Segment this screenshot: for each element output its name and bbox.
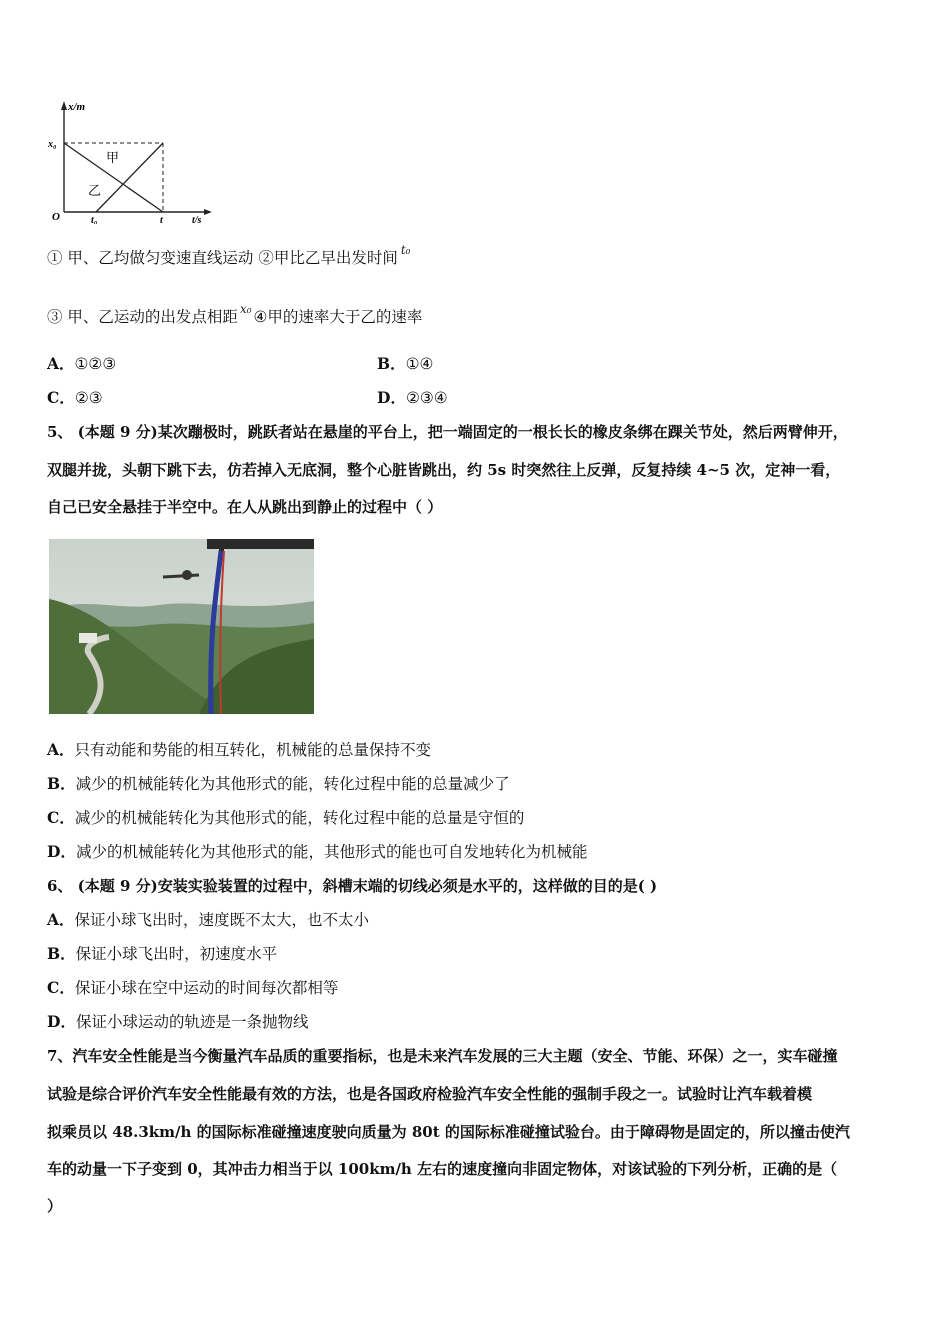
t0-symbol: t₀ (400, 243, 411, 257)
q5-stem-line-1: 5、 (本题 9 分)某次蹦极时，跳跃者站在悬崖的平台上，把一端固定的一根长长的橡皮条绑在踝关节处，然后两臂伸开， (47, 423, 848, 441)
q4-option-a[interactable]: A．①②③ (47, 354, 117, 373)
y-tick-x0: x₀ (48, 139, 57, 150)
q4-statement-line-1 (47, 243, 411, 269)
x-tick-t: t (160, 215, 163, 224)
q7-stem-line-3: 拟乘员以 48.3km/h 的国际标准碰撞速度驶向质量为 80t 的国际标准碰撞试验台。由于障碍物是固定的，所以撞击使汽 (47, 1123, 850, 1141)
q4-statement-text-2a: ③ 甲、乙运动的出发点相距 (47, 308, 238, 326)
q7-stem-line-1: 7、汽车安全性能是当今衡量汽车品质的重要指标，也是未来汽车发展的三大主题（安全、节能、环保）之一，实车碰撞 (47, 1047, 838, 1065)
y-axis-arrow (61, 101, 67, 110)
q4-statement-line-2 (47, 302, 423, 328)
q6-option-a[interactable]: A．保证小球飞出时，速度既不太大，也不太小 (47, 910, 370, 929)
q4-option-b[interactable]: B．①④ (377, 354, 434, 373)
q5-option-a[interactable]: A．只有动能和势能的相互转化，机械能的总量保持不变 (47, 740, 432, 759)
q5-stem-line-3: 自己已安全悬挂于半空中。在人从跳出到静止的过程中（ ） (47, 498, 443, 516)
q5-option-c[interactable]: C．减少的机械能转化为其他形式的能，转化过程中能的总量是守恒的 (47, 808, 525, 827)
x-axis-label: t/s (192, 215, 202, 224)
q6-option-b[interactable]: B．保证小球飞出时，初速度水平 (47, 944, 278, 963)
q5-option-d[interactable]: D．减少的机械能转化为其他形式的能，其他形式的能也可自发地转化为机械能 (47, 842, 588, 861)
xt-graph (44, 96, 219, 224)
x-axis-arrow (204, 209, 212, 215)
q7-stem-line-4: 车的动量一下子变到 0，其冲击力相当于以 100km/h 左右的速度撞向非固定物体，对该试验的下列分析，正确的是（ (47, 1160, 838, 1178)
y-axis-label: x/m (68, 101, 86, 113)
x0-symbol: x₀ (239, 302, 252, 316)
q4-option-d[interactable]: D．②③④ (377, 388, 448, 407)
q6-stem: 6、 (本题 9 分)安装实验装置的过程中，斜槽末端的切线必须是水平的，这样做的目的是( ) (47, 877, 658, 895)
bungee-photo-drawing (49, 539, 314, 714)
line-jia-label: 甲 (106, 151, 120, 166)
x-tick-t0: t₀ (91, 215, 98, 224)
q4-option-c[interactable]: C．②③ (47, 388, 103, 407)
q4-statement-text-2b: ④甲的速率大于乙的速率 (253, 308, 423, 326)
bungee-jump-photo (49, 539, 314, 714)
line-yi-label: 乙 (88, 184, 102, 199)
q5-stem-line-2: 双腿并拢，头朝下跳下去，仿若掉入无底洞，整个心脏皆跳出，约 5s 时突然往上反弹，反复持续 4~5 次，定神一看， (47, 461, 841, 479)
origin-label: O (52, 211, 60, 223)
q7-stem-line-5: ） (47, 1197, 63, 1215)
q7-stem-line-2: 试验是综合评价汽车安全性能最有效的方法，也是各国政府检验汽车安全性能的强制手段之一。试验时让汽车载着模 (47, 1085, 813, 1103)
q6-option-d[interactable]: D．保证小球运动的轨迹是一条抛物线 (47, 1012, 309, 1031)
q6-option-c[interactable]: C．保证小球在空中运动的时间每次都相等 (47, 978, 339, 997)
q4-statement-text-1: ① 甲、乙均做匀变速直线运动 ②甲比乙早出发时间 (47, 249, 398, 267)
q5-option-b[interactable]: B．减少的机械能转化为其他形式的能，转化过程中能的总量减少了 (47, 774, 510, 793)
